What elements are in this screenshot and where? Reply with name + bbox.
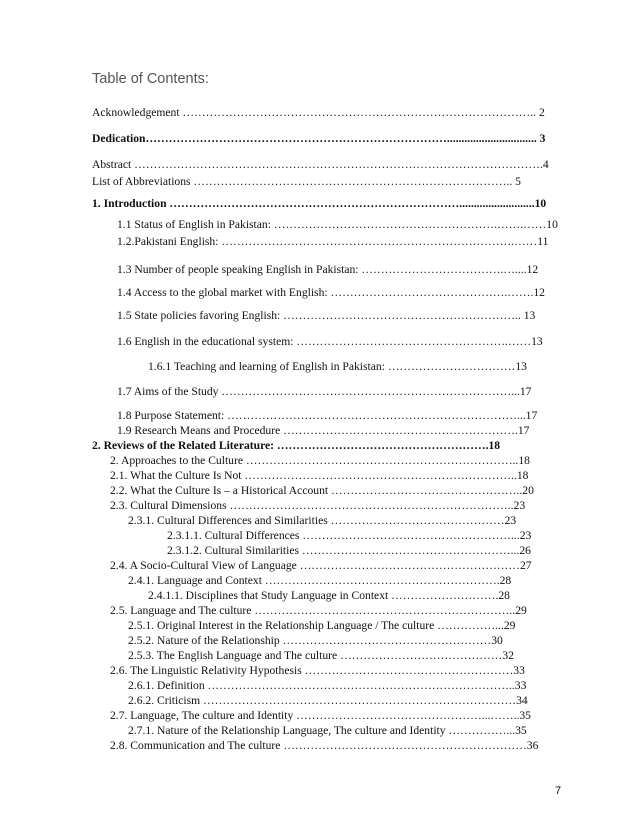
toc-entry-2-7-1: 2.7.1. Nature of the Relationship Language, The culture and Identity ……………...35 (128, 724, 527, 737)
toc-entry-1-4: 1.4 Access to the global market with English: ……………………………………….…….12 (117, 286, 545, 299)
toc-entry-2-2: 2.2. What the Culture Is – a Historical Account …………………………………………..20 (110, 484, 534, 497)
toc-entry-dedication: Dedication……………………………………………………………………............................... 3 (92, 132, 546, 145)
toc-entry-2-6-2: 2.6.2. Criticism ………………………………………………………………………34 (128, 694, 528, 707)
toc-entry-2-5: 2.5. Language and The culture …………………………………………………………..29 (110, 604, 527, 617)
toc-entry-1-2: 1.2.Pakistani English: ………………………………………………………………….……11 (117, 235, 549, 248)
toc-entry-1-9: 1.9 Research Means and Procedure …………………………………………………….17 (117, 424, 530, 437)
toc-entry-2-7: 2.7. Language, The culture and Identity …………………………………………...……..35 (110, 709, 531, 722)
toc-entry-2-1: 2.1. What the Culture Is Not ……………………………………………………………..18 (110, 469, 529, 482)
toc-entry-2-5-1: 2.5.1. Original Interest in the Relationship Language / The culture ……………...29 (128, 619, 516, 632)
toc-entry-1-6-1: 1.6.1 Teaching and learning of English in Pakistan: ……………………………13 (148, 360, 527, 373)
toc-entry-2-6: 2.6. The Linguistic Relativity Hypothesis ………………………………………………33 (110, 664, 525, 677)
toc-heading: Table of Contents: (92, 71, 209, 87)
toc-entry-2-8: 2.8. Communication and The culture ………………………………………………………36 (110, 739, 539, 752)
toc-entry-2-4: 2.4. A Socio-Cultural View of Language …………………………………………………27 (110, 559, 532, 572)
toc-entry-2-3-1-2: 2.3.1.2. Cultural Similarities ………………………………………………...26 (167, 544, 531, 557)
toc-entry-1-5: 1.5 State policies favoring English: …………………………………………………….. 13 (117, 309, 536, 322)
toc-entry-2-3-1-1: 2.3.1.1. Cultural Differences ………………………………………………...23 (167, 529, 532, 542)
toc-entry-2-3: 2.3. Cultural Dimensions ………………………………………………………………..23 (110, 499, 526, 512)
toc-entry-literature-review: 2. Reviews of the Related Literature: ……………………………………………….18 (92, 439, 501, 452)
toc-entry-2-3-1: 2.3.1. Cultural Differences and Similarities ………………………………………23 (128, 514, 517, 527)
toc-entry-2-5-3: 2.5.3. The English Language and The culture ……………………………………32 (128, 649, 514, 662)
toc-entry-abbreviations: List of Abbreviations ……………………………………………………………………….. 5 (92, 175, 521, 188)
toc-entry-2-4-1-1: 2.4.1.1. Disciplines that Study Language in Context ……………………….28 (148, 589, 510, 602)
toc-entry-1-8: 1.8 Purpose Statement: …………………………………………………………………...17 (117, 409, 538, 422)
toc-entry-2: 2. Approaches to the Culture ……………………………………………………………..18 (110, 454, 530, 467)
toc-entry-2-6-1: 2.6.1. Definition ……………………………………………………………………..33 (128, 679, 527, 692)
toc-entry-1-3: 1.3 Number of people speaking English in Pakistan: ……………………………….…....12 (117, 263, 539, 276)
page-number: 7 (555, 785, 562, 797)
toc-entry-acknowledgement: Acknowledgement ……………………………………………………………………………….. 2 (92, 106, 545, 119)
toc-entry-introduction: 1. Introduction …………………………………………………………………..........................10 (92, 197, 547, 210)
toc-entry-1-1: 1.1 Status of English in Pakistan: ………………………………………………….…….……10 (117, 218, 558, 231)
toc-entry-abstract: Abstract …………………………………………………………………………………………….4 (92, 158, 549, 171)
toc-entry-2-4-1: 2.4.1. Language and Context …………………………………………………….28 (128, 574, 512, 587)
toc-entry-1-6: 1.6 English in the educational system: ……………………………………………….……13 (117, 335, 543, 348)
toc-entry-1-7: 1.7 Aims of the Study …………………………………………………………………...17 (117, 385, 532, 398)
toc-entry-2-5-2: 2.5.2. Nature of the Relationship ………………………………………………30 (128, 634, 503, 647)
